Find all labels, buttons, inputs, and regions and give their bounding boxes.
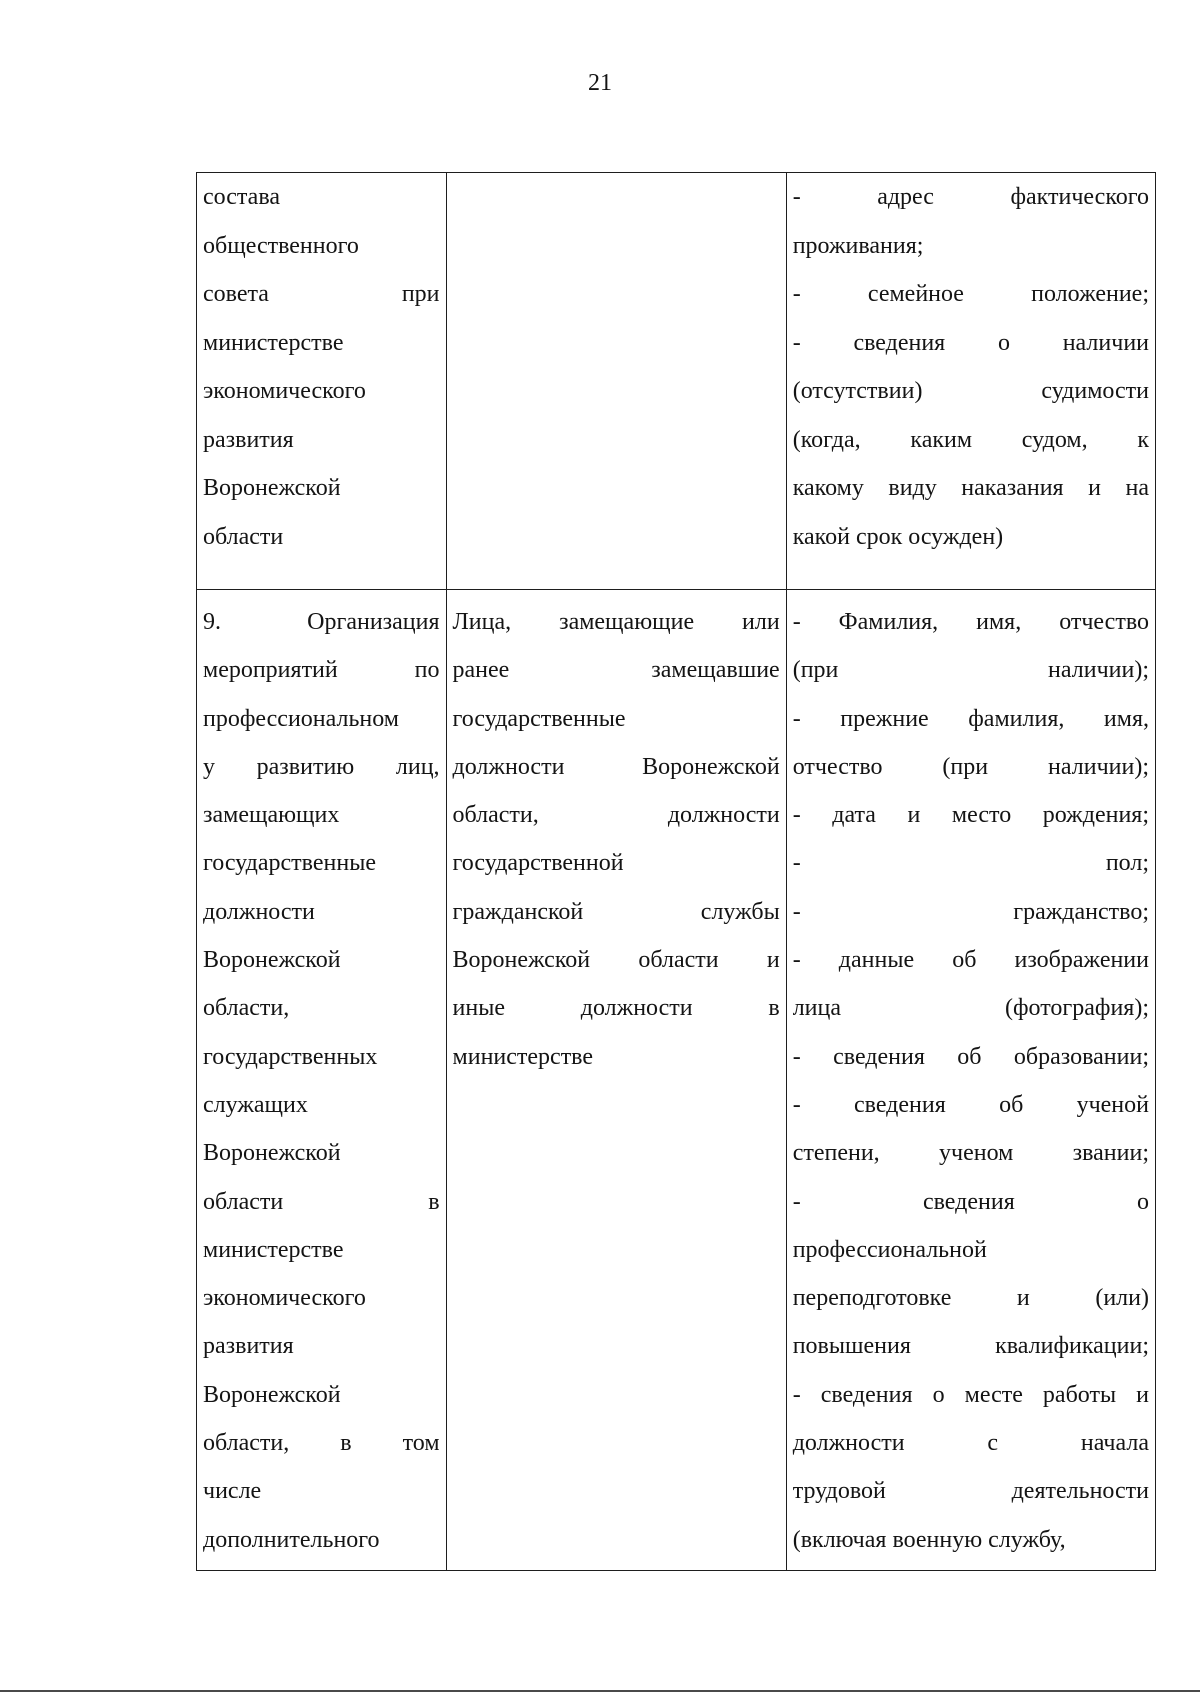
- page-bottom-rule: [0, 1690, 1200, 1692]
- cell-text-line: какой срок осужден): [792, 523, 1004, 550]
- cell-text-line: у развитию лиц,: [203, 753, 440, 780]
- cell-text-line: замещающих: [203, 802, 340, 829]
- cell-purpose: [197, 173, 447, 590]
- cell-text-line: степени, ученом звании;: [792, 1140, 1149, 1167]
- cell-text-line: - сведения о: [792, 1188, 1149, 1215]
- cell-text-line: министерстве: [203, 1236, 344, 1263]
- table-row-continuation: [197, 173, 1156, 590]
- cell-text-line: служащих: [203, 1091, 308, 1118]
- cell-text-line: - пол;: [792, 850, 1149, 877]
- cell-text-line: - сведения об ученой: [792, 1091, 1149, 1118]
- cell-text-line: ранее замещавшие: [452, 657, 780, 684]
- cell-text-line: отчество (при наличии);: [792, 753, 1149, 780]
- cell-text-line: экономического: [203, 1285, 366, 1312]
- cell-text-line: профессиональной: [792, 1236, 987, 1263]
- cell-text-line: - данные об изображении: [792, 947, 1149, 974]
- cell-text-line: Воронежской: [203, 947, 341, 974]
- cell-text-line: - Фамилия, имя, отчество: [792, 609, 1149, 635]
- cell-text-line: гражданской службы: [452, 898, 780, 925]
- cell-text-line: совета при: [203, 281, 440, 307]
- cell-text-line: Воронежской: [203, 1381, 341, 1408]
- table-row-9: [197, 590, 1156, 1571]
- cell-subjects: [446, 590, 786, 1571]
- cell-text-line: государственной: [452, 850, 624, 877]
- data-processing-table: [196, 172, 1156, 1571]
- cell-text-line: трудовой деятельности: [792, 1478, 1149, 1505]
- cell-text-line: государственных: [203, 1043, 378, 1070]
- cell-text-line: 9. Организация: [203, 609, 440, 635]
- cell-text-line: государственные: [452, 705, 626, 732]
- cell-text-line: - дата и место рождения;: [792, 802, 1149, 829]
- cell-text-line: какому виду наказания и на: [792, 475, 1149, 501]
- cell-data-list: [786, 173, 1155, 590]
- cell-text-line: Воронежской: [203, 475, 341, 501]
- cell-text-line: должности: [203, 898, 315, 925]
- cell-text-line: области, в том: [203, 1430, 440, 1457]
- cell-text-line: (при наличии);: [792, 657, 1149, 684]
- cell-text-line: развития: [203, 1333, 294, 1360]
- cell-text-line: должности с начала: [792, 1430, 1149, 1457]
- cell-text-line: Лица, замещающие или: [452, 609, 780, 635]
- cell-text-line: развития: [203, 426, 294, 453]
- cell-text-line: области,: [203, 995, 290, 1022]
- cell-text-line: (когда, каким судом, к: [792, 426, 1149, 453]
- cell-text-line: области, должности: [452, 802, 780, 829]
- cell-text-line: числе: [203, 1478, 262, 1505]
- cell-text-line: Воронежской области и: [452, 947, 780, 974]
- cell-text-line: - адрес фактического: [792, 184, 1149, 210]
- cell-text-line: лица (фотография);: [792, 995, 1149, 1022]
- cell-text-line: экономического: [203, 378, 366, 404]
- cell-text-line: - прежние фамилия, имя,: [792, 705, 1149, 732]
- cell-text-line: проживания;: [792, 232, 924, 259]
- cell-text-line: повышения квалификации;: [792, 1333, 1149, 1360]
- cell-text-line: министерстве: [203, 329, 344, 356]
- cell-text-line: министерстве: [452, 1043, 594, 1070]
- cell-text-line: состава: [203, 184, 281, 210]
- cell-text-line: - сведения о наличии: [792, 329, 1149, 356]
- cell-text-line: области: [203, 523, 284, 550]
- page-number: 21: [588, 70, 612, 96]
- cell-text-line: общественного: [203, 232, 359, 259]
- cell-text-line: профессиональном: [203, 705, 399, 732]
- cell-text-line: иные должности в: [452, 995, 780, 1022]
- cell-text-line: должности Воронежской: [452, 753, 780, 780]
- cell-text-line: государственные: [203, 850, 376, 877]
- cell-text-line: Воронежской: [203, 1140, 341, 1167]
- cell-purpose: [197, 590, 447, 1571]
- cell-text-line: дополнительного: [203, 1526, 380, 1553]
- cell-text-line: - гражданство;: [792, 898, 1149, 925]
- cell-text-line: (отсутствии) судимости: [792, 378, 1149, 404]
- cell-text-line: области в: [203, 1188, 440, 1215]
- cell-data-list: [786, 590, 1155, 1571]
- cell-text-line: мероприятий по: [203, 657, 440, 684]
- cell-text-line: - семейное положение;: [792, 281, 1149, 307]
- cell-subjects: [446, 173, 786, 590]
- cell-text-line: - сведения об образовании;: [792, 1043, 1149, 1070]
- cell-text-line: переподготовке и (или): [792, 1285, 1149, 1312]
- cell-text-line: (включая военную службу,: [792, 1526, 1066, 1553]
- cell-text-line: - сведения о месте работы и: [792, 1381, 1149, 1408]
